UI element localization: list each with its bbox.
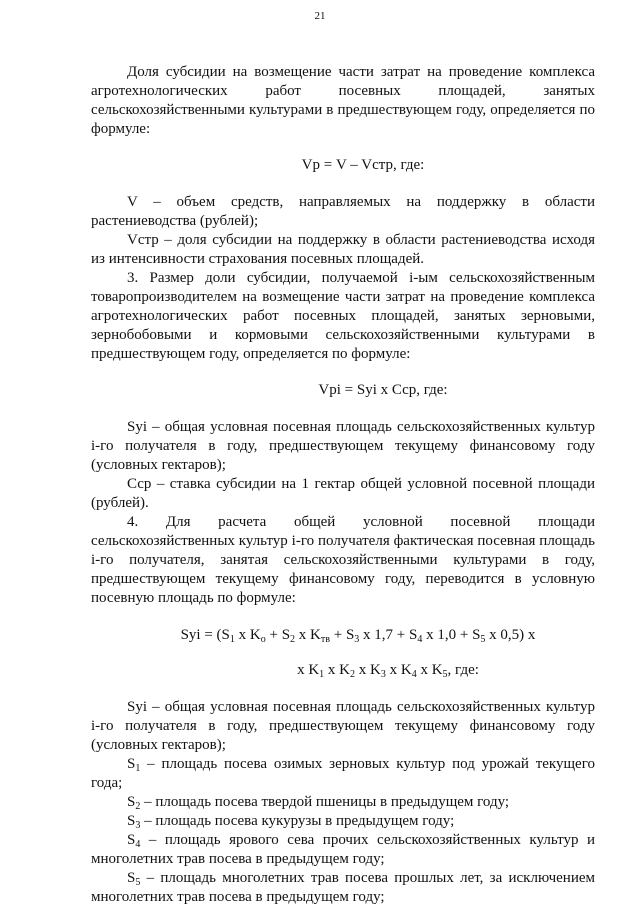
formula-part: x K <box>355 662 381 678</box>
definition-text: – площадь посева твердой пшеницы в предыдущем году; <box>140 794 510 810</box>
symbol-subscript: 4 <box>135 839 141 850</box>
formula-subscript: 3 <box>380 669 386 680</box>
definition-text: – площадь посева озимых зерновых культур под урожай текущего года; <box>91 756 595 791</box>
definition-s4 <box>91 831 595 869</box>
formula-syi-line1 <box>91 626 595 645</box>
paragraph-3: 3. Размер доли субсидии, получаемой i-ым сельскохозяйственным товаропроизводителем на возмещение части затрат на проведение комплекса агротехнологических работ посевных площадей, занятых зерновыми, зернобобовыми и кормовыми сельскохозяйственными культурами в предшествующем году, определяется по формуле: <box>91 270 595 362</box>
formula-subscript: о <box>260 634 266 645</box>
symbol: S <box>127 794 136 810</box>
formula-part: x K <box>416 662 443 678</box>
definition-v: V – объем средств, направляемых на поддержку в области растениеводства (рублей); <box>91 194 595 229</box>
formula-part: x 0,5) x <box>485 627 536 643</box>
symbol: S <box>127 870 136 886</box>
formula-vr: Vр = V – Vстр, где: <box>301 157 425 173</box>
formula-part: Syi = (S <box>180 627 230 643</box>
definition-s1 <box>91 755 595 793</box>
definition-text: – площадь ярового сева прочих сельскохозяйственных культур и многолетних трав посева в предыдущем году; <box>91 832 595 867</box>
formula-subscript: 2 <box>350 669 356 680</box>
definition-vstr: Vстр – доля субсидии на поддержку в области растениеводства исходя из интенсивности страхования посевных площадей. <box>91 232 595 267</box>
formula-subscript: 5 <box>442 669 448 680</box>
formula-vri: Vрi = Syi x Сср, где: <box>318 382 448 398</box>
formula-part: x K <box>297 662 320 678</box>
definition-ccp: Сср – ставка субсидии на 1 гектар общей условной посевной площади (рублей). <box>91 476 595 511</box>
formula-subscript: 4 <box>417 634 423 645</box>
document-body <box>91 63 595 907</box>
symbol-subscript: 2 <box>135 801 141 812</box>
symbol: S <box>127 813 136 829</box>
formula-part: , где: <box>447 662 479 678</box>
formula-part: x K <box>385 662 412 678</box>
symbol: S <box>127 832 136 848</box>
definition-s5 <box>91 869 595 907</box>
formula-part: x 1,0 + S <box>422 627 481 643</box>
formula-subscript: 3 <box>354 634 360 645</box>
definition-syi: Syi – общая условная посевная площадь сельскохозяйственных культур i-го получателя в году, предшествующем текущему финансовому году (условных гектаров); <box>91 419 595 473</box>
definition-text: – площадь посева кукурузы в предыдущем году; <box>140 813 455 829</box>
symbol-subscript: 3 <box>135 820 141 831</box>
paragraph-4: 4. Для расчета общей условной посевной площади сельскохозяйственных культур i-го получателя фактическая посевная площадь i-го получателя, занятая сельскохозяйственными культурами в году, предшествующем текущему финансовому году, переводится в условную посевную площадь по формуле: <box>91 514 595 606</box>
formula-subscript: 1 <box>319 669 325 680</box>
formula-subscript: тв <box>320 634 330 645</box>
formula-subscript: 1 <box>229 634 235 645</box>
formula-subscript: 5 <box>480 634 486 645</box>
formula-part: x K <box>234 627 261 643</box>
formula-part: x 1,7 + S <box>359 627 418 643</box>
page-number: 21 <box>314 10 326 22</box>
formula-syi-line2 <box>91 661 595 680</box>
intro-paragraph: Доля субсидии на возмещение части затрат на проведение комплекса агротехнологических работ посевных площадей, занятых сельскохозяйственными культурами в предшествующем году, определяется по формуле: <box>91 64 595 137</box>
formula-part: x K <box>295 627 321 643</box>
formula-part: + S <box>265 627 291 643</box>
symbol: S <box>127 756 136 772</box>
formula-subscript: 2 <box>290 634 296 645</box>
definition-s2 <box>91 793 595 812</box>
definition-syi-2: Syi – общая условная посевная площадь сельскохозяйственных культур i-го получателя в году, предшествующем текущему финансовому году (условных гектаров); <box>91 699 595 753</box>
formula-subscript: 4 <box>411 669 417 680</box>
definition-text: – площадь многолетних трав посева прошлых лет, за исключением многолетних трав посева в предыдущем году; <box>91 870 595 905</box>
symbol-subscript: 1 <box>135 763 141 774</box>
symbol-subscript: 5 <box>135 877 141 888</box>
formula-part: x K <box>324 662 351 678</box>
formula-part: + S <box>329 627 355 643</box>
definition-s3 <box>91 812 595 831</box>
